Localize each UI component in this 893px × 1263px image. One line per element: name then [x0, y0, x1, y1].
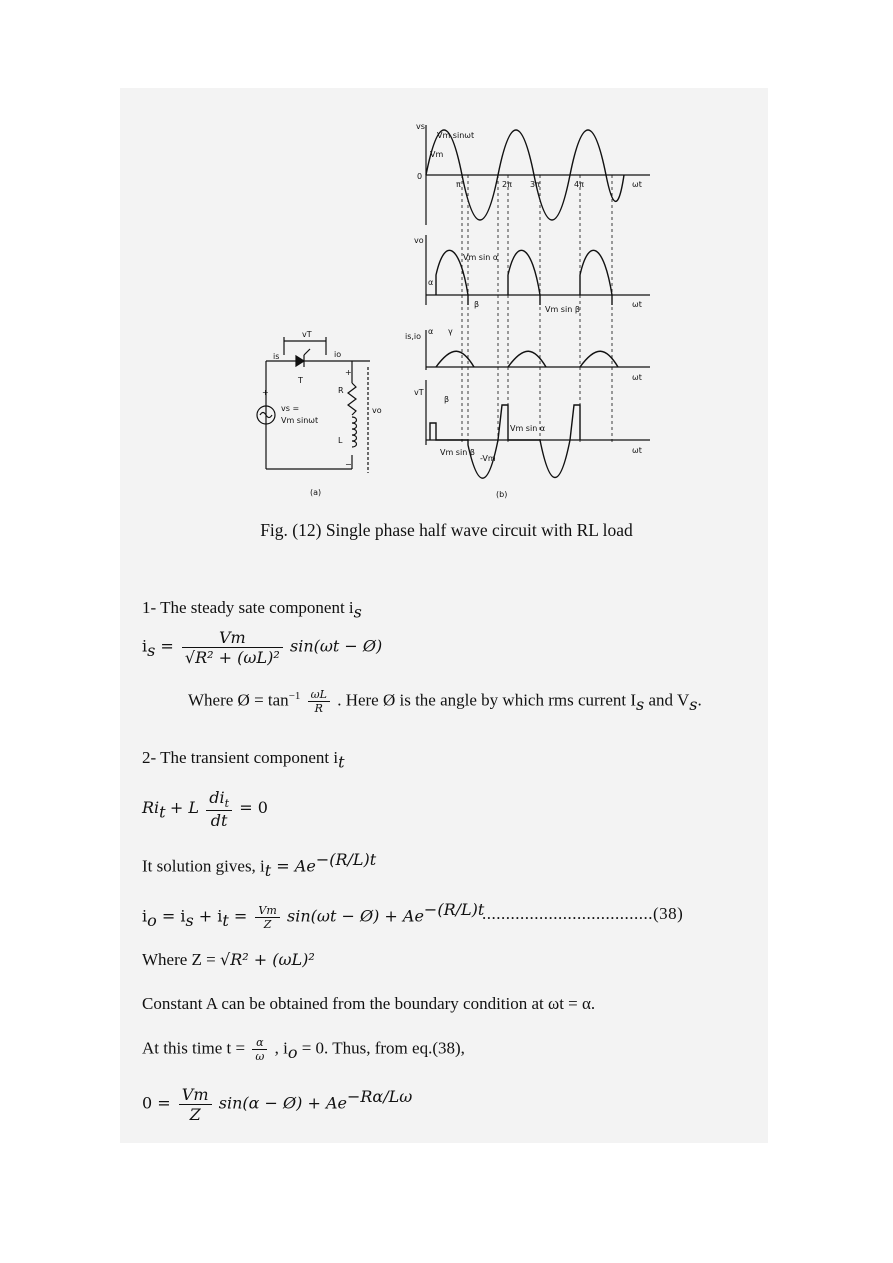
equation-ode — [142, 788, 268, 831]
eq38-b: = i — [156, 906, 186, 926]
where-phi-line — [188, 688, 702, 715]
eq38-den: Z — [263, 918, 272, 932]
section-1-title — [142, 598, 362, 621]
alpha-label-1: α — [428, 278, 434, 287]
gamma-label: γ — [448, 327, 453, 336]
beta-label-2: β — [444, 395, 450, 404]
eq38-d: = — [228, 906, 253, 926]
where-z-line — [142, 950, 315, 970]
ode-num-sub: t — [224, 797, 230, 811]
equation-38 — [142, 900, 484, 931]
final-sup: −Rα/Lω — [346, 1086, 413, 1106]
vm-sin-alpha-label: Vm sin α — [463, 253, 499, 262]
solution-line — [142, 850, 376, 880]
alpha-label-2: α — [428, 327, 434, 336]
vs-expression: Vm sinωt — [281, 416, 319, 425]
time-num: α — [252, 1036, 267, 1050]
vs-plus: + — [262, 388, 269, 397]
pi-label: π — [456, 180, 461, 189]
figure-caption: Fig. (12) Single phase half wave circuit with RL load — [260, 520, 633, 540]
four-pi-label: 4π — [574, 180, 584, 189]
eq-is-numerator: Vm — [182, 628, 283, 648]
ode-b: + L — [169, 798, 199, 818]
final-num: Vm — [179, 1085, 212, 1105]
vm-sin-alpha-label-2: Vm sin α — [510, 424, 546, 433]
time-den: ω — [255, 1050, 265, 1064]
eq38-a: i — [142, 906, 148, 926]
eq-is-lhs: i — [142, 636, 148, 656]
wt-label-1: ωt — [632, 180, 642, 189]
eq-is-lhs-sub: s — [147, 640, 156, 660]
vt-axis-label: vT — [414, 388, 424, 397]
final-den: Z — [189, 1105, 201, 1125]
eq38-c: + i — [193, 906, 223, 926]
where2-a: Where Z = — [142, 950, 221, 969]
ode-denominator: dt — [210, 811, 228, 831]
where1-num: ωL — [308, 688, 330, 702]
final-equation — [142, 1085, 412, 1124]
eq38-c-sub: t — [222, 911, 229, 931]
ode-a: Ri — [142, 798, 160, 818]
time-fraction — [252, 1036, 267, 1063]
thyristor-label: T — [298, 376, 303, 385]
eq38-fraction — [255, 904, 279, 931]
eq-is-denominator: √R² + (ωL)² — [184, 648, 280, 668]
final-fraction — [179, 1085, 212, 1124]
inductor-label: L — [338, 436, 343, 445]
section-2-title — [142, 748, 345, 771]
vo-label: vo — [372, 406, 382, 415]
vo-plus: + — [345, 368, 352, 377]
vm-label: Vm — [430, 150, 444, 159]
section-2-title-sub: t — [338, 752, 345, 772]
solution-a: It solution gives, i — [142, 856, 265, 876]
time-b: , i — [274, 1038, 288, 1058]
eq-is-rhs: sin(ωt − Ø) — [289, 636, 383, 656]
io-label: io — [334, 350, 342, 359]
waveform-guides — [462, 175, 612, 445]
time-a: At this time t = — [142, 1038, 250, 1058]
where1-sup: −1 — [288, 689, 301, 702]
part-a-label: (a) — [310, 488, 322, 497]
ode-fraction — [206, 788, 232, 831]
eq-is-fraction — [182, 628, 283, 667]
part-b-label: (b) — [496, 490, 508, 499]
three-pi-label: 3π — [530, 180, 540, 189]
eq38-number: ....................................(38) — [482, 904, 684, 923]
figure-12 — [240, 105, 670, 510]
section-1-title-text: 1- The steady sate component i — [142, 598, 354, 617]
solution-b: = Ae — [271, 856, 316, 876]
where1-c: and V — [644, 690, 690, 710]
vm-sin-beta-label: Vm sin β — [545, 305, 580, 314]
resistor-label: R — [338, 386, 344, 395]
equation-is: $i_s$ = $\frac{Vm}{\text{√R² + (ωL)²}}$ sin(ωt − Ø) — [142, 628, 383, 668]
where1-b-sub: s — [636, 694, 645, 714]
eq38-sup: −(R/L)t — [423, 900, 485, 919]
eq38-a-sub: o — [147, 911, 157, 931]
wt-label-3: ωt — [632, 373, 642, 382]
eq38-e: sin(ωt − Ø) + Ae — [287, 906, 424, 926]
ode-a-sub: t — [159, 802, 166, 822]
where1-fraction — [308, 688, 330, 715]
ode-c: = 0 — [239, 798, 268, 818]
eq38-num: Vm — [255, 904, 279, 918]
vs-axis-label: vs — [416, 122, 425, 131]
time-sub: o — [287, 1042, 298, 1062]
final-a: 0 = — [142, 1093, 176, 1113]
vo-axis-label: vo — [414, 236, 424, 245]
ode-num-text: di — [209, 788, 225, 807]
time-c: = 0. Thus, from eq.(38), — [297, 1038, 465, 1058]
zero-label: 0 — [417, 172, 423, 181]
figure-drawing — [240, 105, 670, 510]
constant-line: Constant A can be obtained from the boundary condition at ωt = α. — [142, 994, 596, 1013]
where1-den: R — [314, 702, 323, 716]
two-pi-label: 2π — [502, 180, 512, 189]
where1-end: . — [697, 690, 702, 710]
neg-vm-label: -Vm — [480, 454, 496, 463]
time-line — [142, 1036, 465, 1063]
vt-label: vT — [302, 330, 312, 339]
is-label: is — [273, 352, 280, 361]
is-io-axis-label: is,io — [405, 332, 422, 341]
section-2-title-text: 2- The transient component i — [142, 748, 339, 767]
eq38-b-sub: s — [185, 911, 194, 931]
where1-b: . Here Ø is the angle by which rms current I — [337, 690, 637, 710]
solution-sup: −(R/L)t — [315, 850, 377, 869]
ode-numerator — [206, 788, 232, 811]
vs-curve-label: Vm sinωt — [437, 131, 475, 140]
vo-minus: − — [345, 460, 352, 469]
wt-label-4: ωt — [632, 446, 642, 455]
solution-sub: t — [264, 861, 272, 881]
where2-b: √R² + (ωL)² — [220, 950, 315, 969]
beta-label-1: β — [474, 300, 480, 309]
final-b: sin(α − Ø) + Ae — [218, 1093, 347, 1113]
wt-label-2: ωt — [632, 300, 642, 309]
section-1-title-sub: s — [353, 602, 362, 622]
vs-label: vs = — [281, 404, 300, 413]
vm-sin-beta-label-2: Vm sin β — [440, 448, 475, 457]
where1-a: Where Ø = tan — [188, 690, 289, 710]
where1-c-sub: s — [689, 694, 698, 714]
